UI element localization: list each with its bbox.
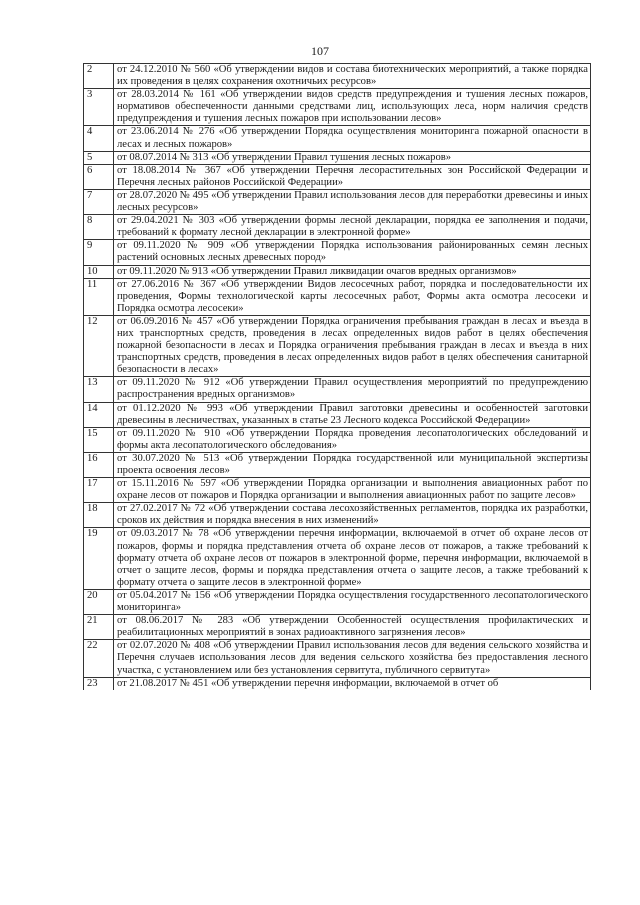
row-text: от 27.02.2017 № 72 «Об утверждении состава лесохозяйственных регламентов, порядка их разработки, сроков их действия и порядка внесения в них изменений»	[114, 503, 591, 528]
table-row	[84, 402, 591, 427]
row-number: 16	[84, 452, 114, 477]
page-number: 107	[311, 44, 329, 58]
row-number: 7	[84, 189, 114, 214]
row-text: от 30.07.2020 № 513 «Об утверждении Порядка государственной или муниципальной экспертизы проекта освоения лесов»	[114, 452, 591, 477]
row-number: 9	[84, 240, 114, 265]
table-row	[84, 640, 591, 677]
row-text: от 05.04.2017 № 156 «Об утверждении Порядка осуществления государственного лесопатологического мониторинга»	[114, 589, 591, 614]
row-text: от 18.08.2014 № 367 «Об утверждении Перечня лесорастительных зон Российской Федерации и Перечня лесных районов Российской Федерации»	[114, 164, 591, 189]
row-text: от 06.09.2016 № 457 «Об утверждении Порядка ограничения пребывания граждан в лесах и въезда в них транспортных средств, проведения в лесах определенных видов работ в целях обеспечения пожарной безопасности в лесах и Порядка ограничения пребывания граждан в лесах и въезда в них транспортных средств, проведения в лесах определенных видов работ в целях обеспечения санитарной безопасности в лесах»	[114, 315, 591, 376]
row-number: 3	[84, 89, 114, 126]
row-number: 15	[84, 427, 114, 452]
table-row	[84, 189, 591, 214]
row-number: 22	[84, 640, 114, 677]
table-row	[84, 215, 591, 240]
row-number: 23	[84, 677, 114, 690]
row-number: 19	[84, 528, 114, 589]
row-number: 17	[84, 478, 114, 503]
row-text: от 27.06.2016 № 367 «Об утверждении Видов лесосечных работ, порядка и последовательности их проведения, Формы технологической карты лесосечных работ, Формы акта осмотра лесосеки и Порядка осмотра лесосеки»	[114, 278, 591, 315]
row-number: 5	[84, 151, 114, 164]
table-row	[84, 615, 591, 640]
row-number: 8	[84, 215, 114, 240]
row-text: от 28.07.2020 № 495 «Об утверждении Правил использования лесов для переработки древесины и иных лесных ресурсов»	[114, 189, 591, 214]
table-row	[84, 265, 591, 278]
row-text: от 09.03.2017 № 78 «Об утверждении перечня информации, включаемой в отчет об охране лесов от пожаров, формы и порядка представления отчета об охране лесов от пожаров, а также требований к формату отчета об охране лесов от пожаров в электронной форме, перечня информации, включаемой в отчет о защите лесов, формы и порядка представления отчета о защите лесов, а также требований к формату отчета о защите лесов в электронной форме»	[114, 528, 591, 589]
table-row	[84, 64, 591, 89]
row-number: 4	[84, 126, 114, 151]
row-number: 13	[84, 377, 114, 402]
row-text: от 15.11.2016 № 597 «Об утверждении Порядка организации и выполнения авиационных работ по охране лесов от пожаров и Порядка организации и выполнения авиационных работ по защите лесов»	[114, 478, 591, 503]
row-number: 18	[84, 503, 114, 528]
table-row	[84, 589, 591, 614]
row-text: от 29.04.2021 № 303 «Об утверждении формы лесной декларации, порядка ее заполнения и подачи, требований к формату лесной декларации в электронной форме»	[114, 215, 591, 240]
row-text: от 08.07.2014 № 313 «Об утверждении Правил тушения лесных пожаров»	[114, 151, 591, 164]
table-row	[84, 278, 591, 315]
table-row	[84, 377, 591, 402]
row-text: от 28.03.2014 № 161 «Об утверждении видов средств предупреждения и тушения лесных пожаров, нормативов обеспеченности данными средствами лиц, использующих леса, норм наличия средств предупреждения и тушения лесных пожаров при использовании лесов»	[114, 89, 591, 126]
row-number: 21	[84, 615, 114, 640]
table-row	[84, 528, 591, 589]
row-number: 12	[84, 315, 114, 376]
row-number: 20	[84, 589, 114, 614]
row-text: от 23.06.2014 № 276 «Об утверждении Порядка осуществления мониторинга пожарной опасности в лесах и лесных пожаров»	[114, 126, 591, 151]
table-row	[84, 478, 591, 503]
row-text: от 02.07.2020 № 408 «Об утверждении Правил использования лесов для ведения сельского хозяйства и Перечня случаев использования лесов для ведения сельского хозяйства без предоставления лесного участка, с установлением или без установления сервитута, публичного сервитута»	[114, 640, 591, 677]
acts-table-body	[84, 64, 591, 690]
table-row	[84, 503, 591, 528]
row-text: от 01.12.2020 № 993 «Об утверждении Правил заготовки древесины и особенностей заготовки древесины в лесничествах, указанных в статье 23 Лесного кодекса Российской Федерации»	[114, 402, 591, 427]
row-text: от 24.12.2010 № 560 «Об утверждении видов и состава биотехнических мероприятий, а также порядка их проведения в целях сохранения охотничьих ресурсов»	[114, 64, 591, 89]
row-text: от 09.11.2020 № 910 «Об утверждении Порядка проведения лесопатологических обследований и формы акта лесопатологического обследования»	[114, 427, 591, 452]
row-text: от 09.11.2020 № 913 «Об утверждении Правил ликвидации очагов вредных организмов»	[114, 265, 591, 278]
row-text: от 09.11.2020 № 909 «Об утверждении Порядка использования районированных семян лесных растений основных лесных древесных пород»	[114, 240, 591, 265]
table-row	[84, 164, 591, 189]
row-text: от 21.08.2017 № 451 «Об утверждении перечня информации, включаемой в отчет об	[114, 677, 591, 690]
row-text: от 09.11.2020 № 912 «Об утверждении Правил осуществления мероприятий по предупреждению распространения вредных организмов»	[114, 377, 591, 402]
table-row	[84, 151, 591, 164]
row-number: 11	[84, 278, 114, 315]
row-number: 6	[84, 164, 114, 189]
table-row	[84, 89, 591, 126]
acts-table	[83, 63, 591, 690]
row-number: 10	[84, 265, 114, 278]
row-text: от 08.06.2017 № 283 «Об утверждении Особенностей осуществления профилактических и реабилитационных мероприятий в зонах радиоактивного загрязнения лесов»	[114, 615, 591, 640]
table-row	[84, 452, 591, 477]
row-number: 14	[84, 402, 114, 427]
table-row	[84, 427, 591, 452]
row-number: 2	[84, 64, 114, 89]
table-row	[84, 126, 591, 151]
table-row	[84, 315, 591, 376]
table-row	[84, 240, 591, 265]
table-row	[84, 677, 591, 690]
